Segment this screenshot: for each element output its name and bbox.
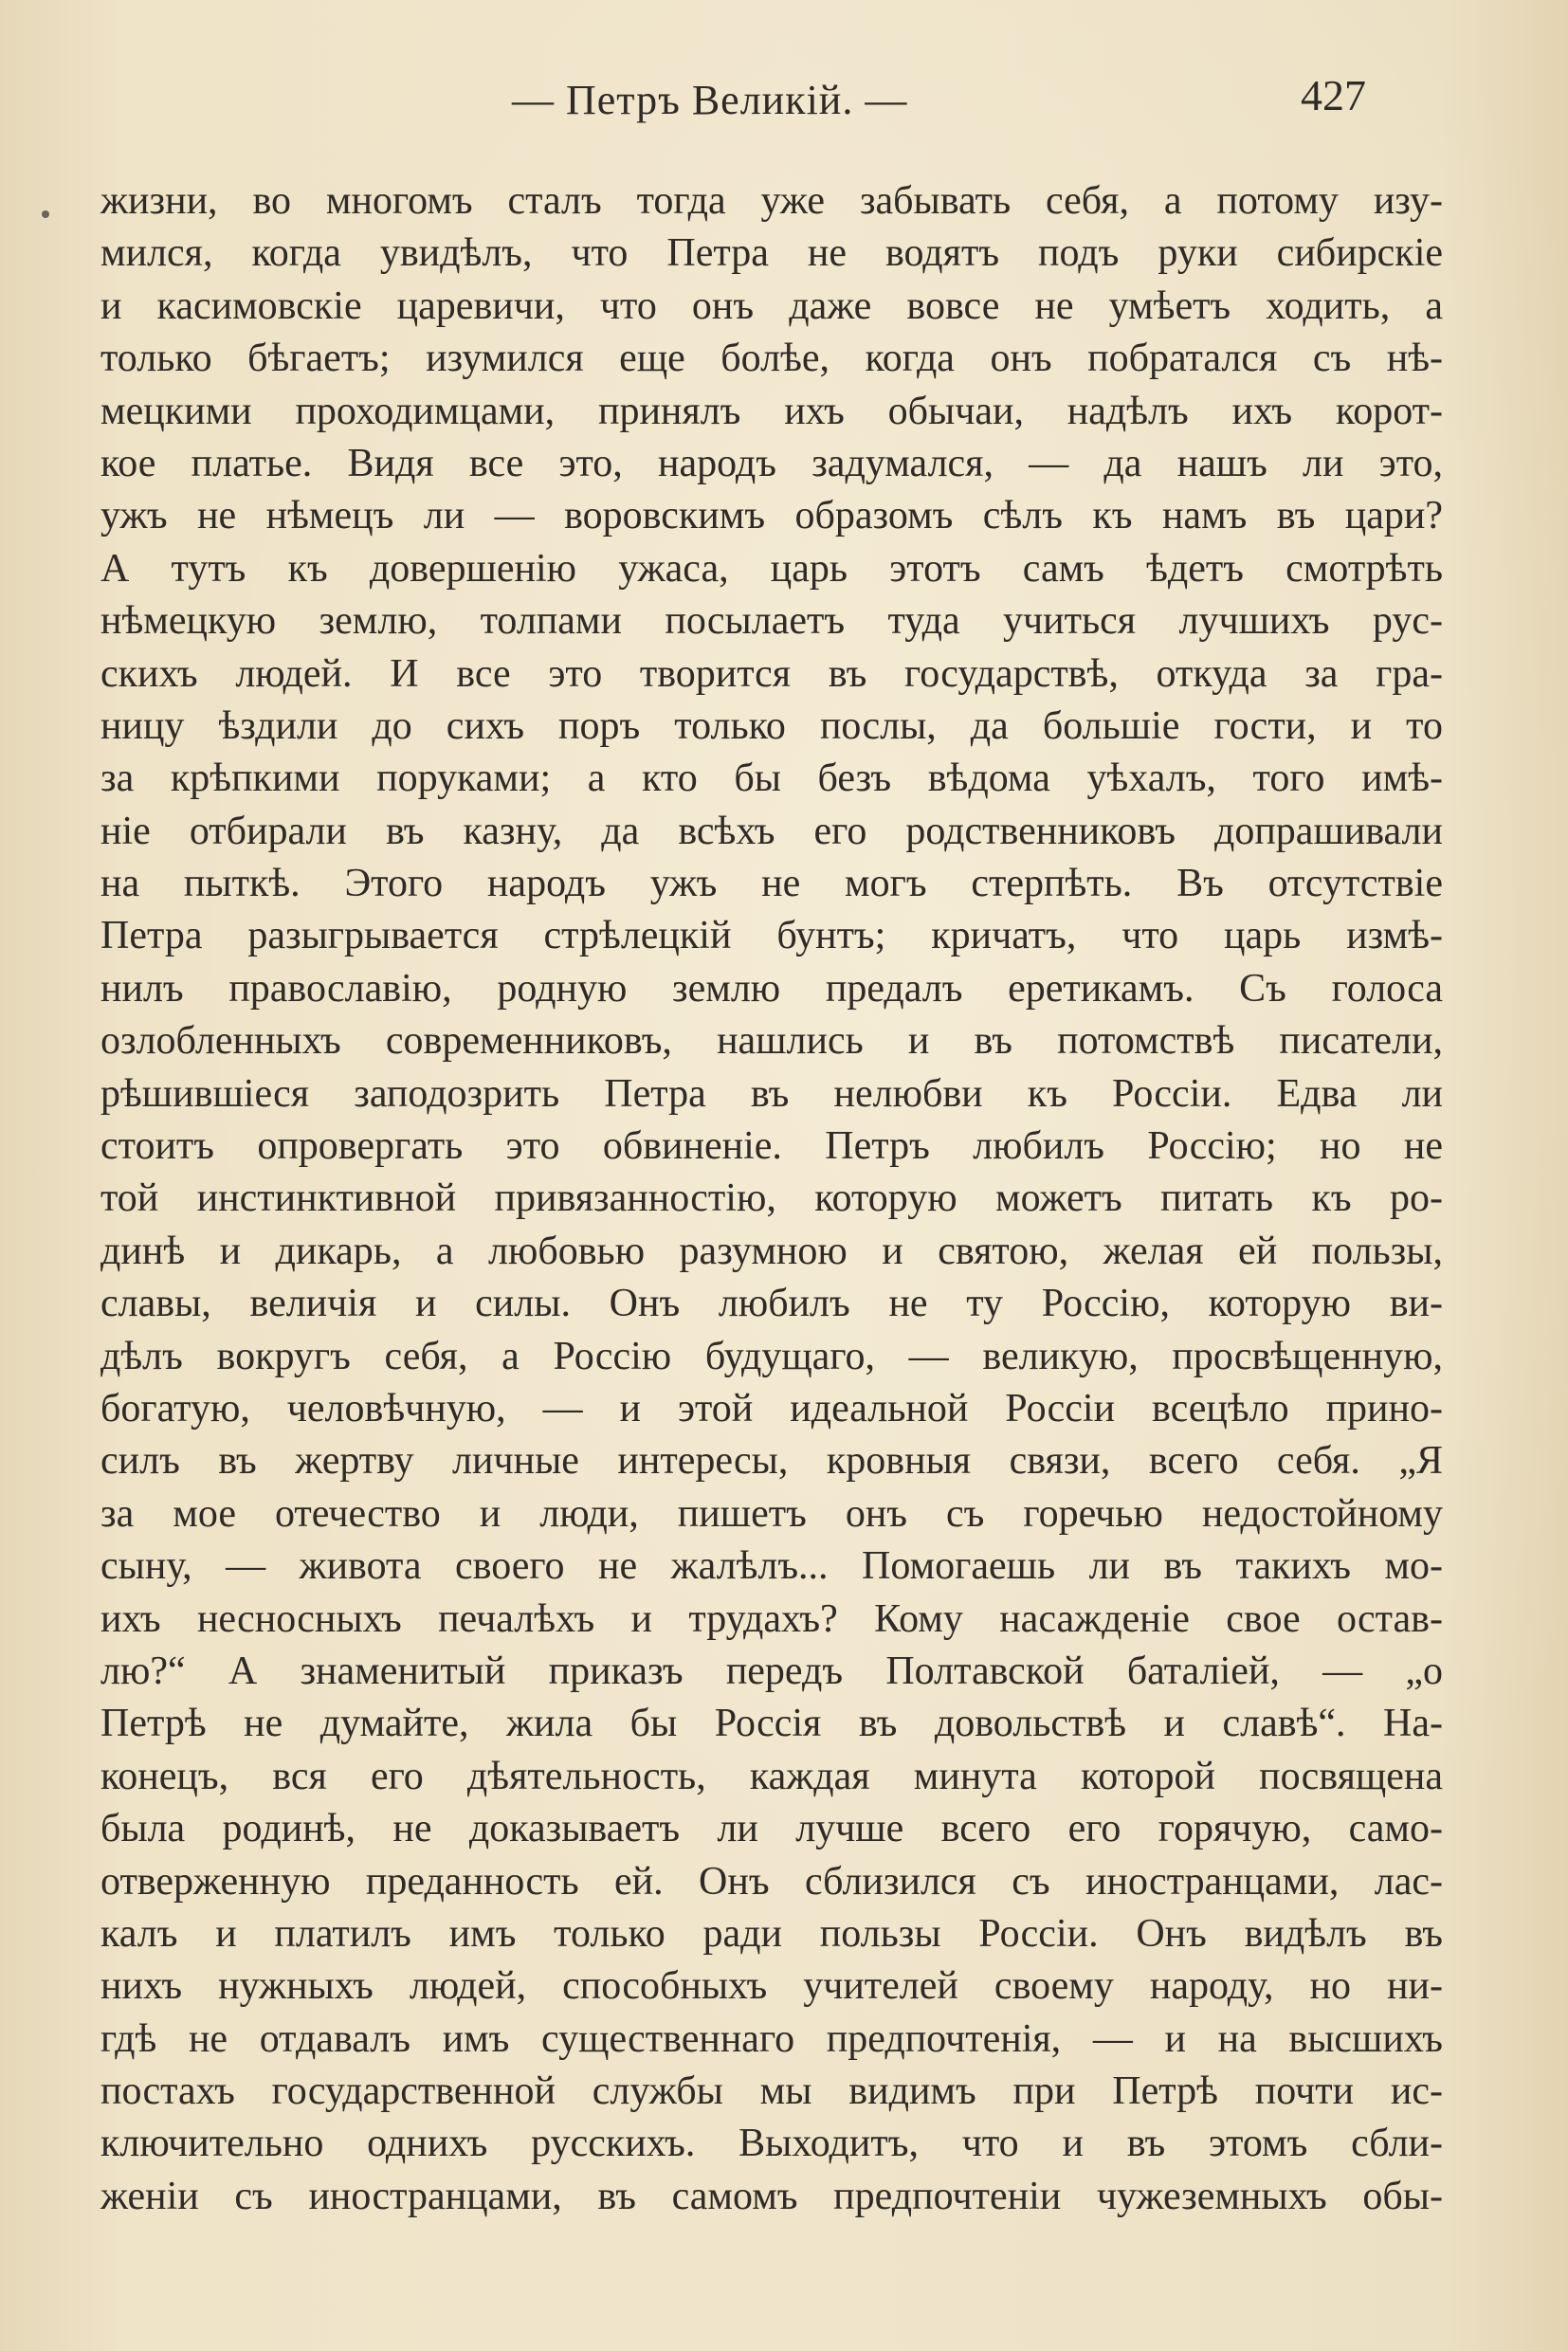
text-line: ключительно однихъ русскихъ. Выходитъ, что и въ этомъ сбли- bbox=[100, 2122, 1443, 2166]
running-title: — Петръ Великій. — bbox=[512, 77, 908, 123]
text-line: мился, когда увидѣлъ, что Петра не водятъ подъ руки сибирскіе bbox=[100, 231, 1443, 276]
text-line: ницу ѣздили до сихъ поръ только послы, да большіе гости, и то bbox=[100, 703, 1443, 748]
text-line: силъ въ жертву личные интересы, кровныя связи, всего себя. „Я bbox=[100, 1439, 1443, 1484]
text-line: жизни, во многомъ сталъ тогда уже забывать себя, а потому изу- bbox=[100, 179, 1443, 223]
text-line: той инстинктивной привязанностію, которую можетъ питать къ ро- bbox=[100, 1176, 1443, 1221]
text-line: озлобленныхъ современниковъ, нашлись и въ потомствѣ писатели, bbox=[100, 1019, 1443, 1064]
text-line: лю?“ А знаменитый приказъ передъ Полтавской баталіей, — „о bbox=[100, 1649, 1443, 1693]
text-line: нихъ нужныхъ людей, способныхъ учителей своему народу, но ни- bbox=[100, 1964, 1443, 2009]
text-line: ніе отбирали въ казну, да всѣхъ его родственниковъ допрашивали bbox=[100, 809, 1443, 853]
text-line: отверженную преданность ей. Онъ сблизился съ иностранцами, лас- bbox=[100, 1859, 1443, 1904]
text-line: калъ и платилъ имъ только ради пользы Россіи. Онъ видѣлъ въ bbox=[100, 1911, 1443, 1956]
text-line: динѣ и дикарь, а любовью разумною и святою, желая ей пользы, bbox=[100, 1229, 1443, 1273]
text-line: ужъ не нѣмецъ ли — воровскимъ образомъ сѣлъ къ намъ въ цари? bbox=[100, 494, 1443, 538]
body-text bbox=[100, 175, 1443, 2223]
text-line: Петрѣ не думайте, жила бы Россія въ довольствѣ и славѣ“. На- bbox=[100, 1702, 1443, 1746]
text-line: Петра разыгрывается стрѣлецкій бунтъ; кричатъ, что царь измѣ- bbox=[100, 914, 1443, 958]
text-line: только бѣгаетъ; изумился еще болѣе, когда онъ побратался съ нѣ- bbox=[100, 337, 1443, 381]
text-line: скихъ людей. И все это творится въ государствѣ, откуда за гра- bbox=[100, 651, 1443, 696]
text-line: славы, величія и силы. Онъ любилъ не ту Россію, которую ви- bbox=[100, 1282, 1443, 1326]
text-line: гдѣ не отдавалъ имъ существеннаго предпочтенія, — и на высшихъ bbox=[100, 2016, 1443, 2061]
text-line: нилъ православію, родную землю предалъ еретикамъ. Съ голоса bbox=[100, 966, 1443, 1011]
text-line: нѣмецкую землю, толпами посылаетъ туда учиться лучшихъ рус- bbox=[100, 599, 1443, 644]
text-line: на пыткѣ. Этого народъ ужъ не могъ стерпѣть. Въ отсутствіе bbox=[100, 862, 1443, 906]
text-line: и касимовскіе царевичи, что онъ даже вовсе не умѣетъ ходить, а bbox=[100, 283, 1443, 328]
page-header bbox=[0, 68, 1568, 135]
text-line: рѣшившіеся заподозрить Петра въ нелюбви къ Россіи. Едва ли bbox=[100, 1071, 1443, 1116]
text-line: женіи съ иностранцами, въ самомъ предпочтеніи чужеземныхъ обы- bbox=[100, 2174, 1443, 2218]
text-line: сыну, — живота своего не жалѣлъ... Помогаешь ли въ такихъ мо- bbox=[100, 1544, 1443, 1589]
margin-mark bbox=[42, 210, 49, 218]
text-line: за крѣпкими поруками; а кто бы безъ вѣдома уѣхалъ, того имѣ- bbox=[100, 756, 1443, 801]
text-line: богатую, человѣчную, — и этой идеальной Россіи всецѣло прино- bbox=[100, 1386, 1443, 1431]
text-line: конецъ, вся его дѣятельность, каждая минута которой посвящена bbox=[100, 1754, 1443, 1798]
text-line: была родинѣ, не доказываетъ ли лучше всего его горячую, само- bbox=[100, 1807, 1443, 1851]
text-line: стоитъ опровергать это обвиненіе. Петръ любилъ Россію; но не bbox=[100, 1124, 1443, 1169]
text-line: ихъ несносныхъ печалѣхъ и трудахъ? Кому насажденіе свое остав- bbox=[100, 1596, 1443, 1641]
text-line: постахъ государственной службы мы видимъ при Петрѣ почти ис- bbox=[100, 2069, 1443, 2114]
text-line: А тутъ къ довершенію ужаса, царь этотъ самъ ѣдетъ смотрѣть bbox=[100, 546, 1443, 591]
text-line: кое платье. Видя все это, народъ задумался, — да нашъ ли это, bbox=[100, 441, 1443, 485]
text-line: за мое отечество и люди, пишетъ онъ съ горечью недостойному bbox=[100, 1491, 1443, 1536]
text-line: мецкими проходимцами, принялъ ихъ обычаи, надѣлъ ихъ корот- bbox=[100, 389, 1443, 433]
text-line: дѣлъ вокругъ себя, а Россію будущаго, — великую, просвѣщенную, bbox=[100, 1334, 1443, 1378]
page-number: 427 bbox=[1301, 71, 1366, 119]
